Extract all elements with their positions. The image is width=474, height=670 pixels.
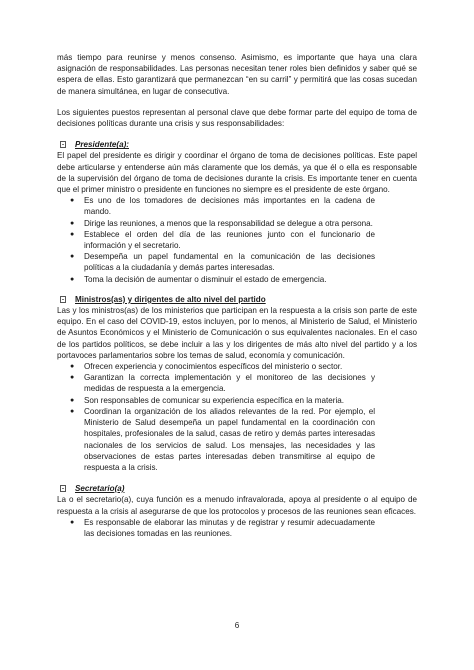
- section-body: El papel del presidente es dirigir y coordinar el órgano de toma de decisiones políticas. Este papel debe articularse y entenderse aún más claramente que los demás, ya que él o ella es responsable de la supervisión del órgano de toma de decisiones durante la crisis. Es importante tener en cuenta que el primer ministro o presidente en funciones no siempre es el presidente de este órgano.: [57, 151, 417, 195]
- section-title: Secretario(a): [75, 484, 125, 494]
- page-number: 6: [234, 621, 240, 630]
- list-item: ● Coordinan la organización de los aliados relevantes de la red. Por ejemplo, el Ministerio de Salud desempeña un papel fundamental en la coordinación con hospitales, profesionales de la salud, casas de retiro y demás partes interesadas nacionales de los servicios de salud. Los mensajes, las necesidades y las observaciones de estas partes interesadas deben transmitirse al equipo de respuesta a la crisis.: [57, 406, 417, 473]
- section-body: Las y los ministros(as) de los ministerios que participan en la respuesta a la crisis son parte de este equipo. En el caso del COVID-19, estos incluyen, por lo menos, al Ministerio de Salud, el Ministerio de Asuntos Económicos y el Ministerio de Comunicación o sus equivalentes nacionales. En el caso de los partidos políticos, se debe incluir a las y los dirigentes de más alto nivel del partido y a los portavoces parlamentarios sobre los temas de salud, economía y comunicación.: [57, 306, 417, 360]
- section-heading-secretario: [57, 483, 417, 494]
- section-heading-presidente: [57, 139, 417, 150]
- list-item: ● Son responsables de comunicar su experiencia específica en la materia.: [57, 395, 417, 406]
- section-title: Ministros(as) y dirigentes de alto nivel del partido: [75, 294, 266, 304]
- section-title: Presidente(a):: [75, 140, 129, 150]
- checkbox-glyph-icon: [60, 141, 66, 148]
- list-item: ● Dirige las reuniones, a menos que la responsabilidad se delegue a otra persona.: [57, 218, 417, 229]
- bullet-list: [57, 517, 417, 539]
- section-body: La o el secretario(a), cuya función es a menudo infravalorada, apoya al presidente o al equipo de respuesta a la crisis al asegurarse de que los protocolos y procesos de las reuniones sean eficaces.: [57, 495, 417, 516]
- list-item: ● Es uno de los tomadores de decisiones más importantes en la cadena de mando.: [57, 195, 417, 217]
- list-item: ● Establece el orden del día de las reuniones junto con el funcionario de información y el secretario.: [57, 229, 417, 251]
- section-heading-ministros: [57, 294, 417, 305]
- bullet-list: [57, 361, 417, 473]
- list-item: ● Toma la decisión de aumentar o disminuir el estado de emergencia.: [57, 274, 417, 285]
- intro-paragraph-1: más tiempo para reunirse y menos consenso. Asimismo, es importante que haya una clara asignación de responsabilidades. Las personas necesitan tener roles bien definidos y saber qué se espera de ellas. Esto garantizará que permanezcan “en su carril” y permitirá que las cosas sucedan de manera simultánea, en lugar de consecutiva.: [57, 53, 417, 96]
- bullet-list: [57, 195, 417, 285]
- list-item: ● Ofrecen experiencia y conocimientos específicos del ministerio o sector.: [57, 361, 417, 372]
- list-item: ● Desempeña un papel fundamental en la comunicación de las decisiones políticas a la ciudadanía y demás partes interesadas.: [57, 251, 417, 273]
- list-item: ● Garantizan la correcta implementación y el monitoreo de las decisiones y medidas de respuesta a la emergencia.: [57, 372, 417, 394]
- list-item: ● Es responsable de elaborar las minutas y de registrar y resumir adecuadamente las decisiones tomadas en las reuniones.: [57, 517, 417, 539]
- checkbox-glyph-icon: [60, 296, 66, 303]
- checkbox-glyph-icon: [60, 485, 66, 492]
- intro-paragraph-2: Los siguientes puestos representan al personal clave que debe formar parte del equipo de toma de decisiones políticas durante una crisis y sus responsabilidades:: [57, 107, 417, 129]
